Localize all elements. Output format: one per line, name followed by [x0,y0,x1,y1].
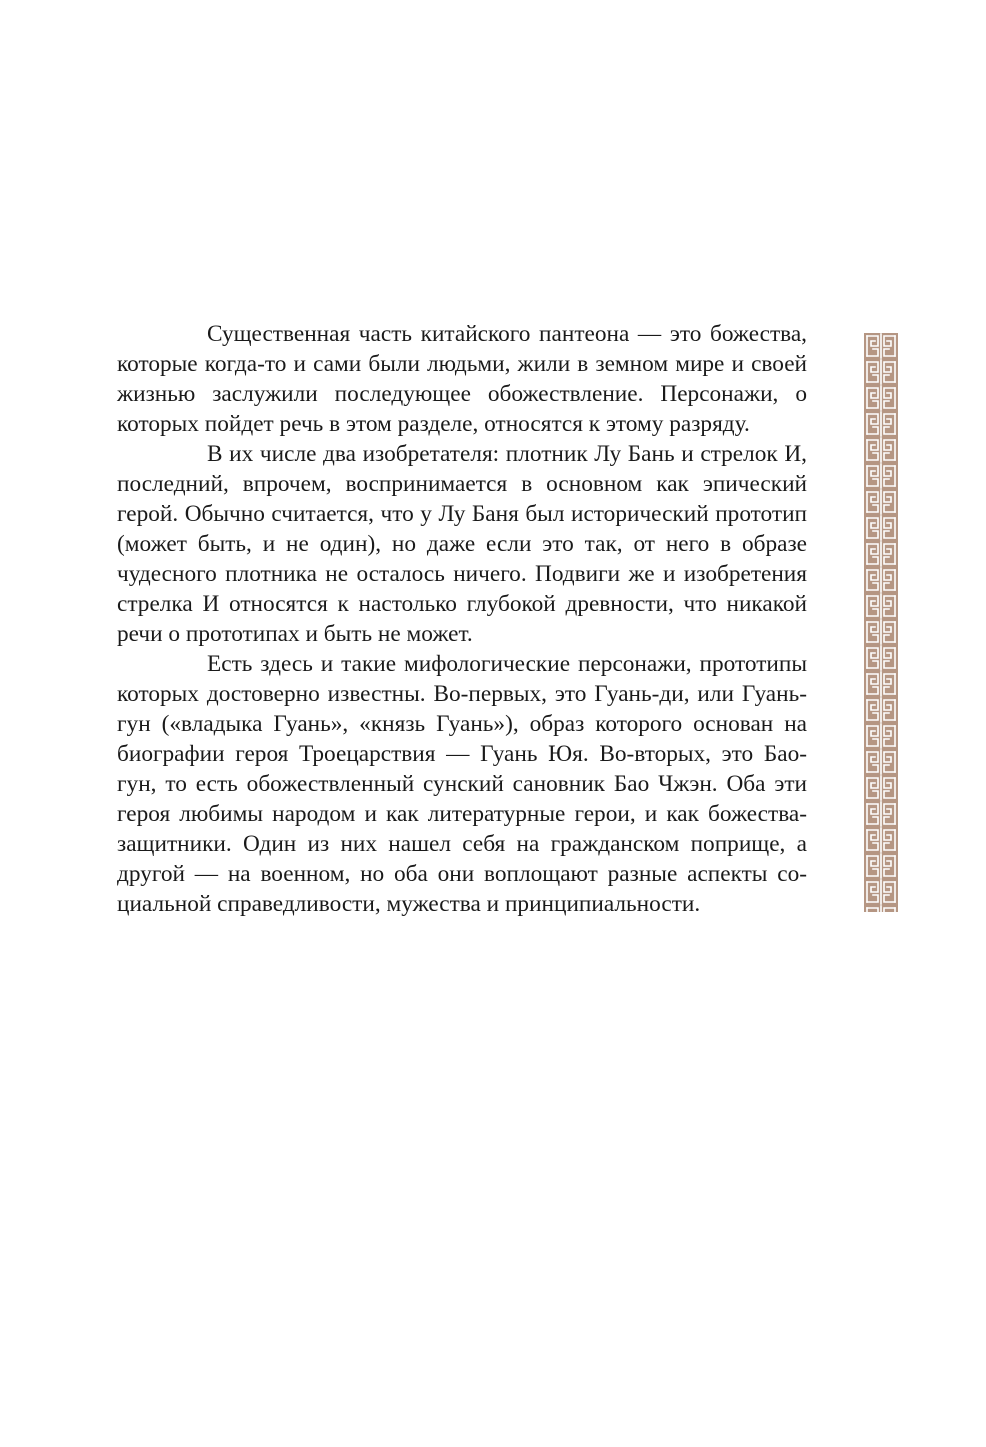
body-text [117,319,807,919]
paragraph-1: Существенная часть китайского пантеона — это божества, которые когда-то и сами были людьми, жили в земном мире и своей жизнью заслужили последующее обожествление. Персонажи, о которых пойдет речь в этом разделе, относятся к этому разряду. [117,321,807,437]
paragraph-2: В их числе два изобретателя: плотник Лу Бань и стрелок И, последний, впрочем, воспринимается в основном как эпический герой. Обычно считается, что у Лу Баня был исторический прототип (может быть, и не один), но даже если это так, от него в образе чудесного плотника не осталось ничего. Подвиги же и изобретения стрелка И относятся к настолько глубокой древности, что никакой речи о прототипах и быть не может. [117,441,807,647]
greek-key-border-icon [864,333,898,912]
paragraph-3: Есть здесь и такие мифологические персонажи, прототипы которых достоверно известны. Во-первых, это Гуань-ди, или Гуань-гун («владыка Гуань», «князь Гуань»), образ которого основан на биографии героя Троецарствия — Гуань Юя. Во-вторых, это Бао-гун, то есть обожествленный сунский сановник Бао Чжэн. Оба эти героя любимы народом и как литературные герои, и как божества-защитники. Один из них нашел себя на гражданском поприще, а другой — на военном, но оба они воплощают разные аспекты социальной справедливости, мужества и принципиальности. [117,651,807,917]
